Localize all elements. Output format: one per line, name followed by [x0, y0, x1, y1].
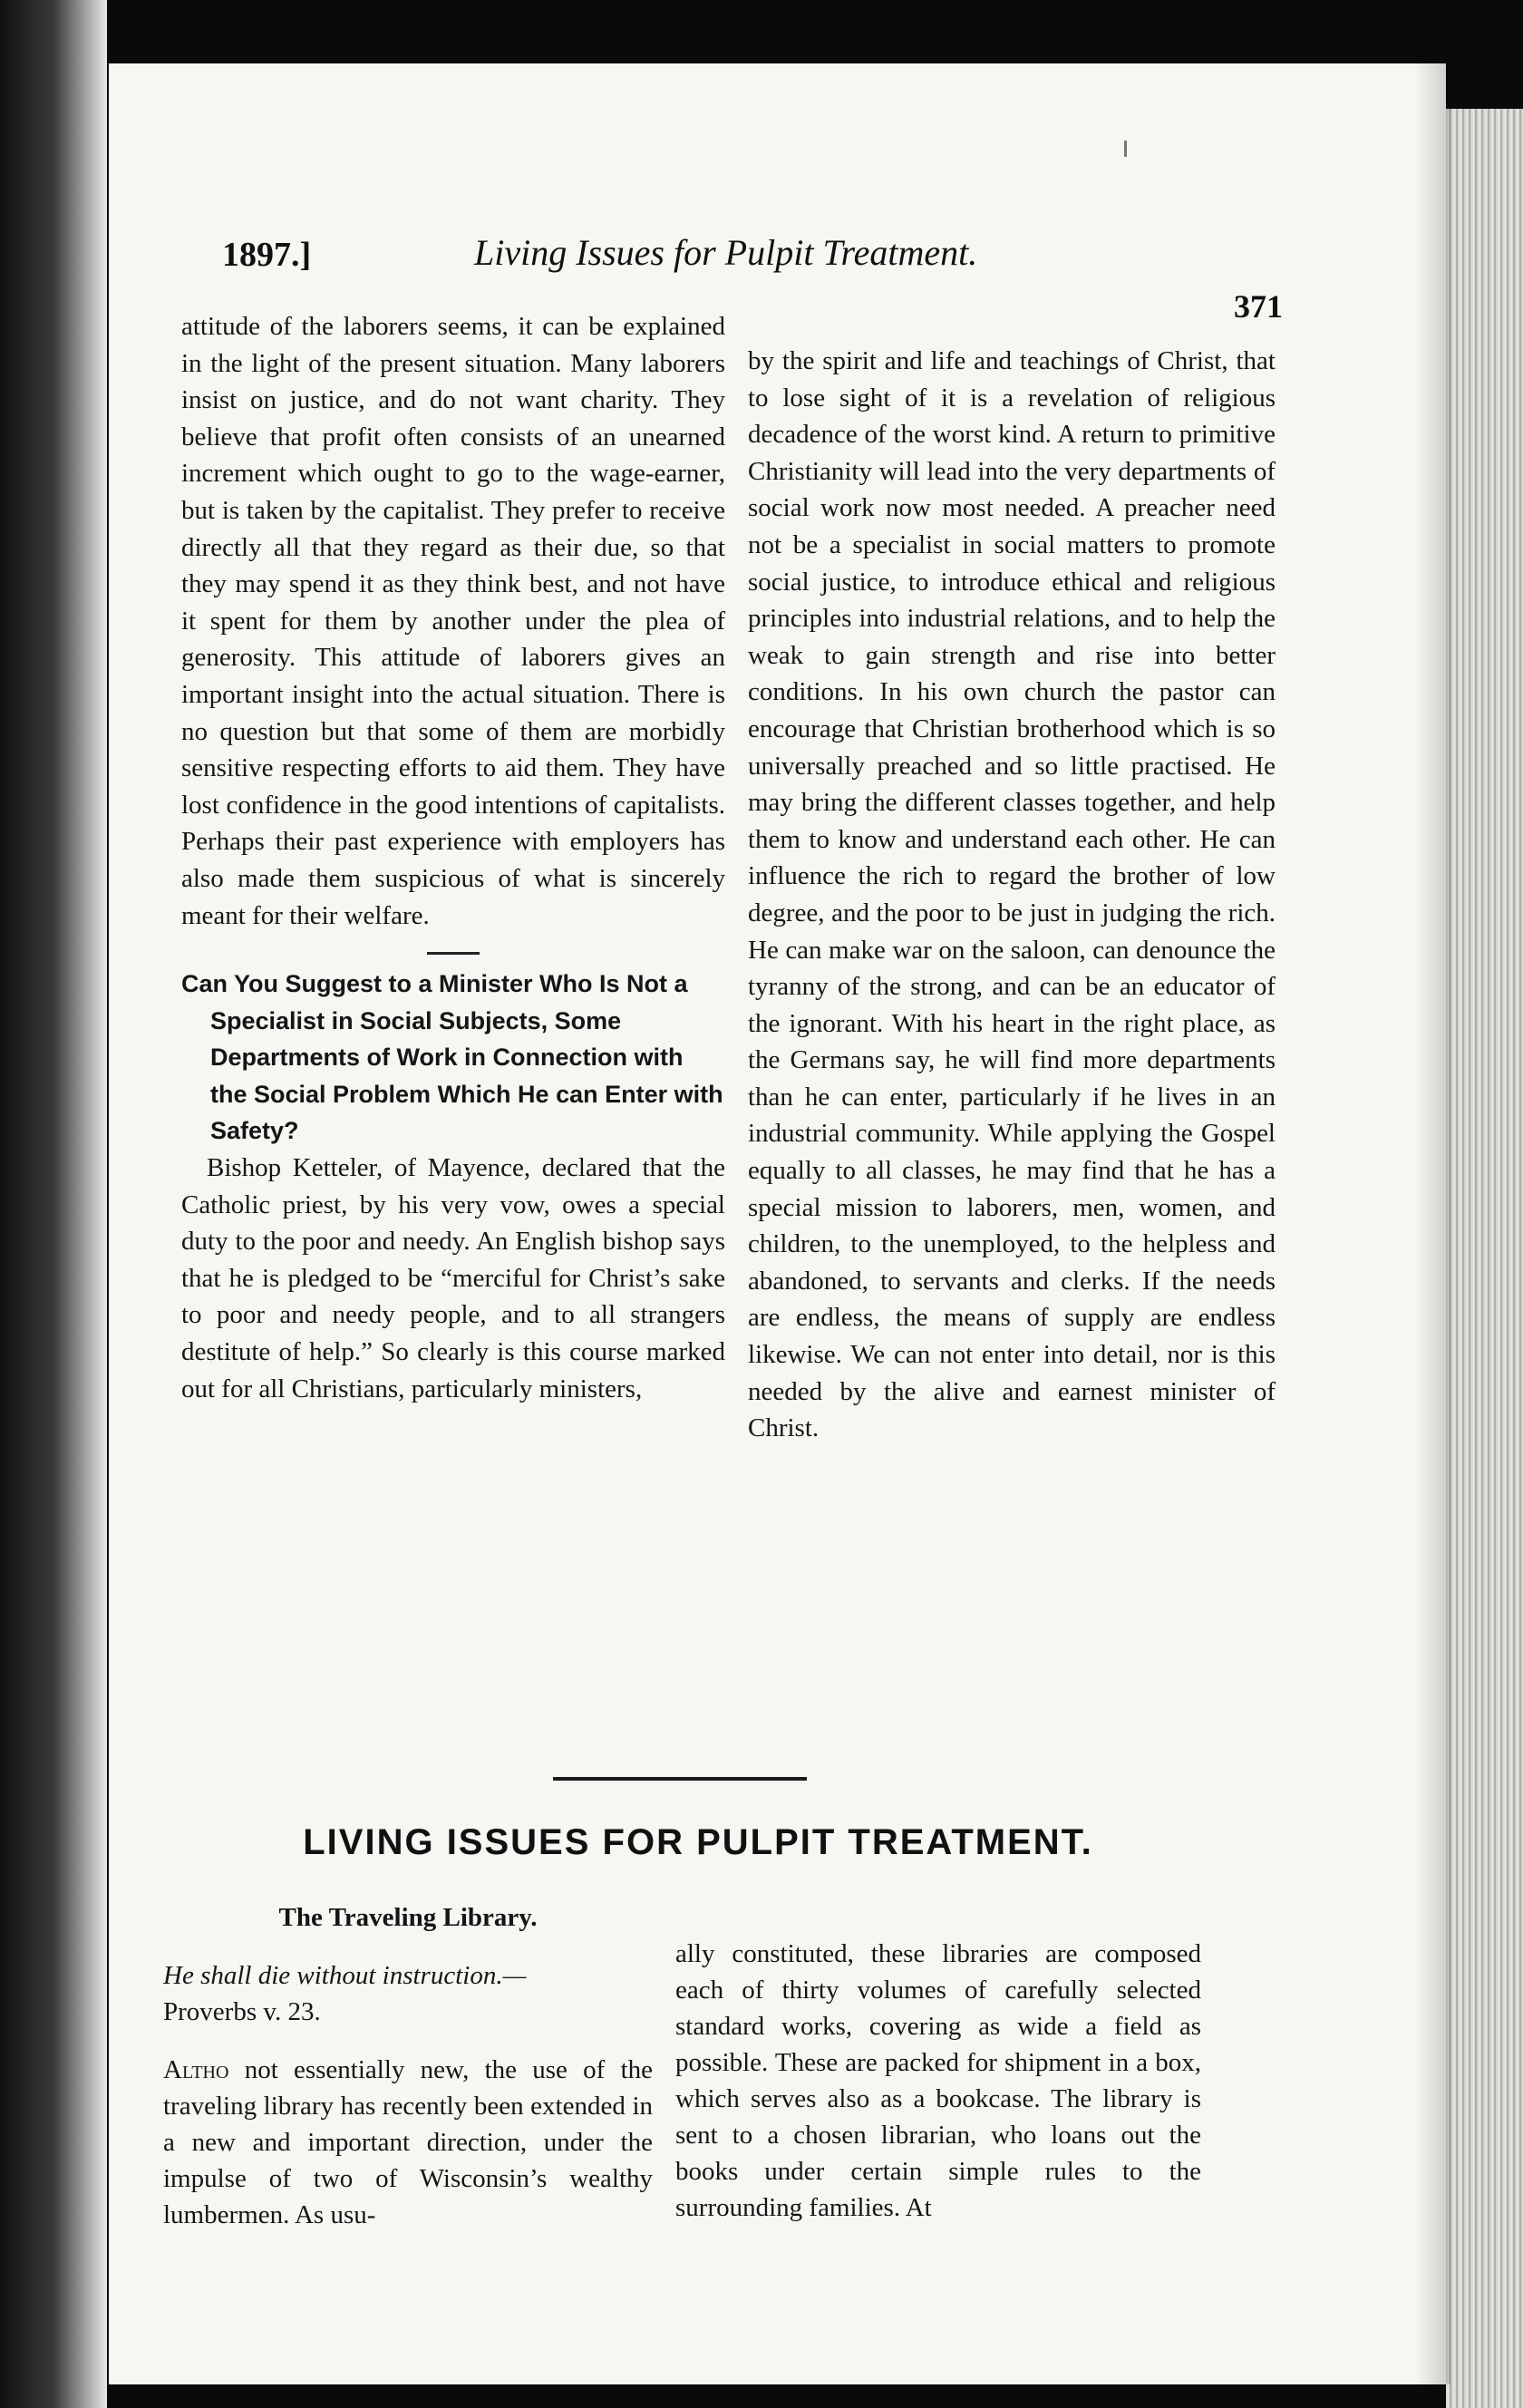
section-divider	[553, 1777, 807, 1781]
header-title: Living Issues for Pulpit Treatment.	[474, 232, 978, 273]
paragraph-library-constitution: ally constituted, these libraries are composed each of thirty volumes of carefully selected standard works, covering as wide a field as possible. These are packed for shipment in a box, which serves also as a bookcase. The library is sent to a chosen librarian, who loans out the books under certain simple rules to the surrounding families. At	[675, 1939, 1201, 2222]
left-page-edge	[0, 0, 107, 2408]
paragraph-bishop-ketteler: Bishop Ketteler, of Mayence, declared that the Catholic priest, by his very vow, owes a special duty to the poor and needy. An English bishop says that he is pledged to be “merciful for Christ’s sake to poor and needy people, and to all strangers destitute of help.” So clearly is this course marked out for all Christians, particularly ministers,	[181, 1153, 725, 1403]
upper-right-column	[748, 343, 1276, 1447]
epigraph-source: Proverbs v. 23.	[163, 1997, 321, 2026]
lower-right-column	[675, 1936, 1201, 2226]
epigraph	[163, 1957, 653, 2030]
paragraph-continuation: by the spirit and life and teachings of Christ, that to lose sight of it is a revelation of religious decadence of the worst kind. A return to primitive Christianity will lead into the very departments of social work now most needed. A preacher need not be a specialist in social matters to promote social justice, to introduce ethical and religious principles into industrial relations, and to help the weak to gain strength and rise into better conditions. In his own church the pastor can encourage that Christian brotherhood which is so universally preached and so little practised. He may bring the different classes together, and help them to know and understand each other. He can influence the rich to regard the brother of low degree, and the poor to be just in judging the rich. He can make war on the saloon, can denounce the tyranny of the strong, and can be an educator of the ignorant. With his heart in the right place, as the Germans say, he will find more departments than he can enter, particularly if he lives in an industrial community. While applying the Gospel equally to all classes, he may find that he has a special mission to laborers, men, women, and children, to the unemployed, to the helpless and abandoned, to servants and clerks. If the needs are endless, the means of supply are endless likewise. We can not enter into detail, nor is this needed by the alive and earnest minister of Christ.	[748, 346, 1276, 1443]
section-title: LIVING ISSUES FOR PULPIT TREATMENT.	[303, 1822, 1093, 1862]
paragraph-traveling-library-text: not essentially new, the use of the traveling library has recently been extended in a new and important direction, under the impulse of two of Wisconsin’s wealthy lumbermen. As usu-	[163, 2055, 653, 2229]
lower-left-column	[163, 1899, 653, 2233]
gutter-shadow	[1414, 63, 1450, 2384]
question-heading: Can You Suggest to a Minister Who Is Not a Specialist in Social Subjects, Some Departments of Work in Connection with the Social Problem Which He can Enter with Safety?	[181, 970, 723, 1145]
article-subheading: The Traveling Library.	[278, 1903, 538, 1932]
epigraph-quote: He shall die without instruction.—	[163, 1961, 527, 1990]
lead-word: Altho	[163, 2055, 229, 2084]
page-edges-stack	[1446, 109, 1523, 2408]
page-speck	[1124, 141, 1127, 157]
paragraph-laborers-attitude: attitude of the laborers seems, it can be explained in the light of the present situation. Many laborers insist on justice, and do not want charity. They believe that profit often consists of an unearned increment which ought to go to the wage-earner, but is taken by the capitalist. They prefer to receive directly all that they regard as their due, so that they may spend it as they think best, and not have it spent for them by another under the plea of generosity. This attitude of laborers gives an important insight into the actual situation. There is no question but that some of them are morbidly sensitive respecting efforts to aid them. They have lost confidence in the good intentions of capitalists. Perhaps their past experience with employers has also made them suspicious of what is sincerely meant for their welfare.	[181, 312, 725, 930]
upper-left-column	[181, 308, 725, 1407]
page-number: 371	[1234, 288, 1283, 325]
short-divider	[427, 952, 480, 955]
header-year: 1897.]	[222, 236, 312, 274]
paragraph-traveling-library	[163, 2052, 653, 2233]
running-header	[222, 231, 1283, 325]
